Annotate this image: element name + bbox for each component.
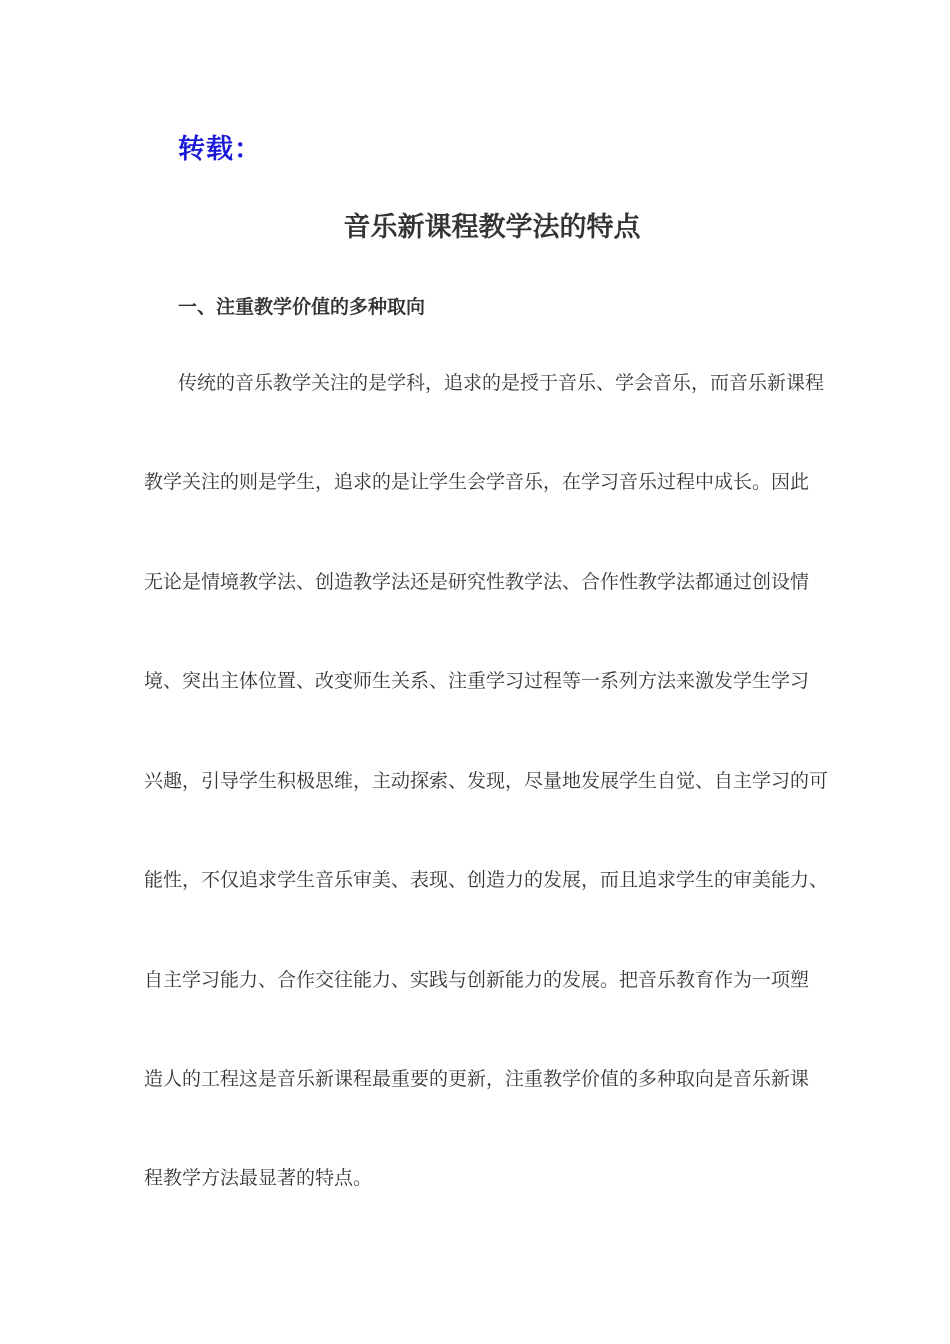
paragraph-line: 传统的音乐教学关注的是学科，追求的是授于音乐、学会音乐，而音乐新课程 xyxy=(178,372,825,394)
paragraph-line: 造人的工程这是音乐新课程最重要的更新，注重教学价值的多种取向是音乐新课 xyxy=(144,1068,810,1090)
section-heading: 一、注重教学价值的多种取向 xyxy=(178,296,426,318)
repost-label: 转载： xyxy=(178,134,262,165)
paragraph-line: 能性，不仅追求学生音乐审美、表现、创造力的发展，而且追求学生的审美能力、 xyxy=(144,869,829,891)
paragraph-line: 兴趣，引导学生积极思维，主动探索、发现，尽量地发展学生自觉、自主学习的可 xyxy=(144,770,829,792)
paragraph-line: 无论是情境教学法、创造教学法还是研究性教学法、合作性教学法都通过创设情 xyxy=(144,571,810,593)
paragraph-line: 教学关注的则是学生，追求的是让学生会学音乐，在学习音乐过程中成长。因此 xyxy=(144,471,810,493)
paragraph-line: 自主学习能力、合作交往能力、实践与创新能力的发展。把音乐教育作为一项塑 xyxy=(144,969,810,991)
paragraph-line: 境、突出主体位置、改变师生关系、注重学习过程等一系列方法来激发学生学习 xyxy=(144,670,810,692)
paragraph-line: 程教学方法最显著的特点。 xyxy=(144,1167,373,1189)
page-title: 音乐新课程教学法的特点 xyxy=(343,212,641,243)
